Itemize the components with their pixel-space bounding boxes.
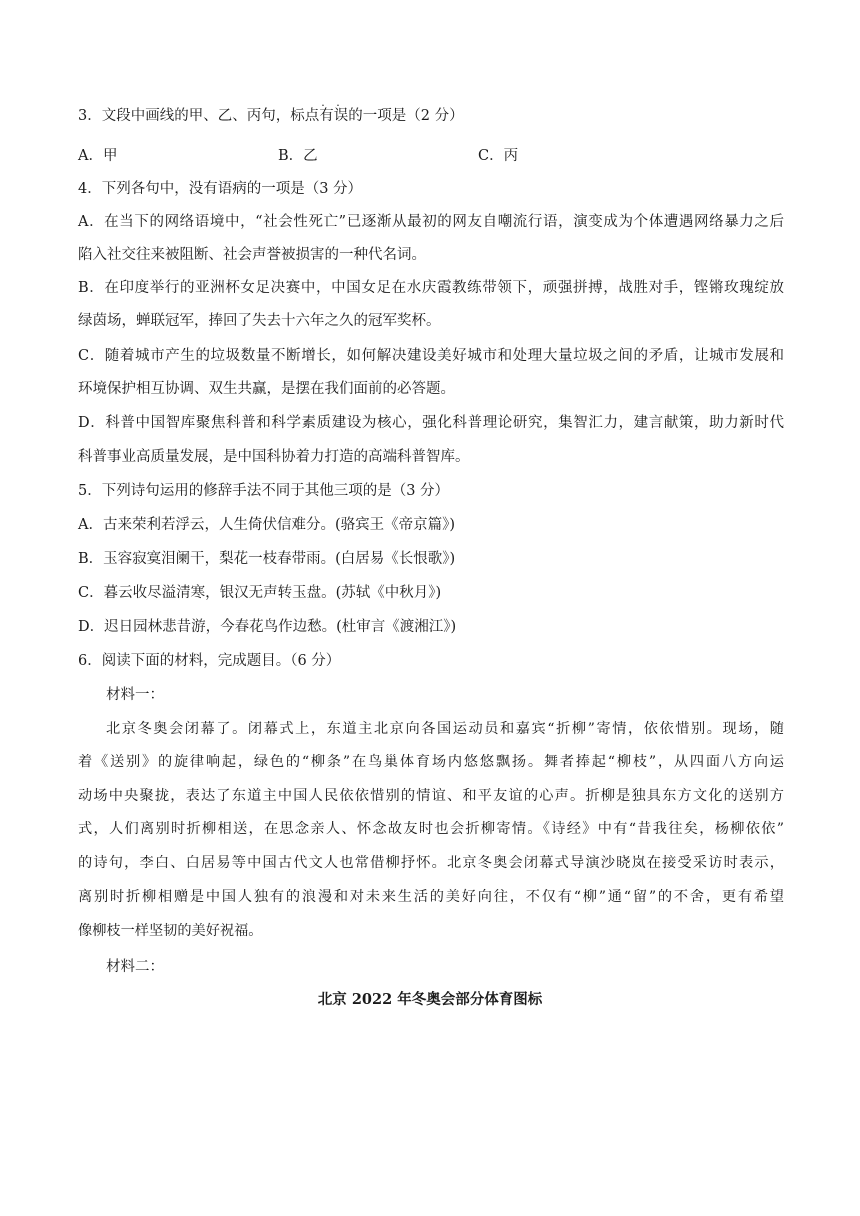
- q3-emphasis: · · 有误: [319, 108, 348, 124]
- q4-line: 环境保护相互协调、双生共赢，是摆在我们面前的必答题。: [78, 381, 455, 397]
- q4-line: 科普事业高质量发展，是中国科协着力打造的高端科普智库。: [78, 449, 470, 465]
- q3-option-b: B．乙: [278, 148, 318, 164]
- material-1-line: 北京冬奥会闭幕了。闭幕式上，东道主北京向各国运动员和嘉宾“折柳”寄情，依依惜别。现场，随: [106, 721, 784, 737]
- material-2-label: 材料二：: [106, 959, 164, 975]
- material-1-line: 离别时折柳相赠是中国人独有的浪漫和对未来生活的美好向往，不仅有“柳”通“留”的不舍，更有希望: [78, 889, 784, 905]
- q3-stem-suffix: 的一项是（2 分）: [348, 108, 464, 124]
- question-5-stem: 5．下列诗句运用的修辞手法不同于其他三项的是（3 分）: [78, 483, 450, 499]
- q4-line: 绿茵场，蝉联冠军，捧回了失去十六年之久的冠军奖杯。: [78, 313, 441, 329]
- q4-line: C．随着城市产生的垃圾数量不断增长，如何解决建设美好城市和处理大量垃圾之间的矛盾，让城市发展和: [78, 348, 784, 364]
- q4-line: 陷入社交往来被阻断、社会声誉被损害的一种代名词。: [78, 247, 426, 263]
- q4-line: D．科普中国智库聚焦科普和科学素质建设为核心，强化科普理论研究，集智汇力，建言献策，助力新时代: [78, 415, 784, 431]
- q5-option-a: A．古来荣利若浮云，人生倚伏信难分。(骆宾王《帝京篇》): [78, 517, 456, 533]
- q4-line: B．在印度举行的亚洲杯女足决赛中，中国女足在水庆霞教练带领下，顽强拼搏，战胜对手，铿锵玫瑰绽放: [78, 280, 784, 296]
- material-1-label: 材料一：: [106, 687, 164, 703]
- material-1-line: 式，人们离别时折柳相送，在思念亲人、怀念故友时也会折柳寄情。《诗经》中有“昔我往矣，杨柳依依”: [78, 821, 784, 837]
- question-4-stem: 4．下列各句中，没有语病的一项是（3 分）: [78, 181, 363, 197]
- question-6-stem: 6．阅读下面的材料，完成题目。（6 分）: [78, 653, 341, 669]
- question-3-stem: [78, 106, 464, 126]
- q5-option-d: D．迟日园林悲昔游，今春花鸟作边愁。(杜审言《渡湘江》): [78, 619, 457, 635]
- material-1-line: 的诗句，李白、白居易等中国古代文人也常借柳抒怀。北京冬奥会闭幕式导演沙晓岚在接受采访时表示，: [78, 855, 784, 871]
- material-1-line: 着《送别》的旋律响起，绿色的“柳条”在鸟巢体育场内悠悠飘扬。舞者捧起“柳枝”，从四面八方向运: [78, 754, 784, 770]
- q3-option-c: C．丙: [478, 148, 519, 164]
- material-1-line: 像柳枝一样坚韧的美好祝福。: [78, 923, 263, 939]
- q5-option-c: C．暮云收尽溢清寒，银汉无声转玉盘。(苏轼《中秋月》): [78, 585, 442, 601]
- q5-option-b: B．玉容寂寞泪阑干，梨花一枝春带雨。(白居易《长恨歌》): [78, 551, 456, 567]
- q3-stem-prefix: 3．文段中画线的甲、乙、丙句，标点: [78, 108, 320, 124]
- material-1-line: 动场中央聚拢，表达了东道主中国人民依依惜别的情谊、和平友谊的心声。折柳是独具东方文化的送别方: [78, 788, 784, 804]
- q3-option-a: A．甲: [78, 148, 118, 164]
- q4-line: A．在当下的网络语境中，“社会性死亡”已逐渐从最初的网友自嘲流行语，演变成为个体遭遇网络暴力之后: [78, 214, 784, 230]
- figure-title: 北京 2022 年冬奥会部分体育图标: [317, 991, 543, 1008]
